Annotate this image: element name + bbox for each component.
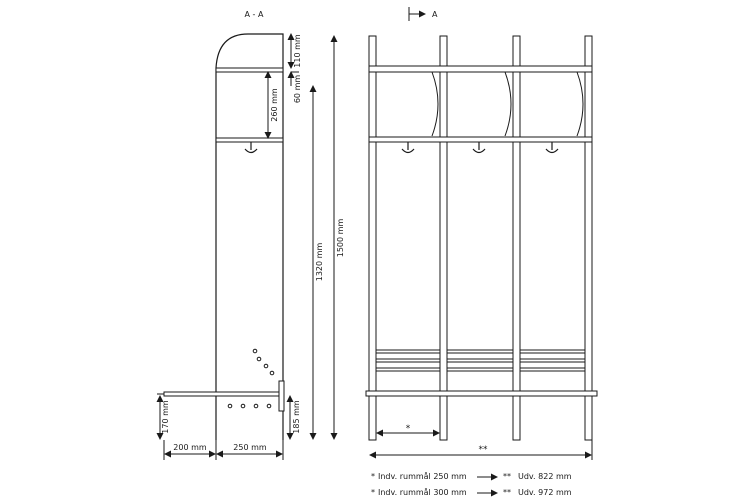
- dim-compartment-width-mark: *: [405, 424, 411, 434]
- bench-seat: [164, 392, 282, 396]
- compartment-2: [447, 72, 513, 137]
- dim-cabinet-depth: 250 mm: [233, 443, 267, 452]
- legend-star: *: [371, 472, 375, 481]
- legend-star: *: [371, 488, 375, 497]
- shoe-hook: [241, 404, 245, 408]
- dim-total-height: 1500 mm: [336, 218, 345, 258]
- dim-hook-height: 1320 mm: [315, 242, 324, 282]
- dim-top-height: 110 mm: [293, 34, 302, 68]
- dim-bottom-height: 185 mm: [292, 400, 301, 434]
- legend-inner-dimension: Indv. rummål 250 mm: [378, 472, 467, 481]
- peg-hole: [257, 357, 261, 361]
- shoe-hook: [254, 404, 258, 408]
- legend-double-star: **: [503, 488, 511, 497]
- upright-1: [369, 36, 376, 440]
- peg-hole: [264, 364, 268, 368]
- front-hat-shelf: [369, 137, 592, 142]
- legend-double-star: **: [503, 472, 511, 481]
- dim-total-width-mark: **: [478, 445, 488, 455]
- side-view: [157, 34, 345, 460]
- shoe-hook: [267, 404, 271, 408]
- upright-4: [585, 36, 592, 440]
- section-marker-label: A: [432, 10, 438, 19]
- dim-bench-depth: 200 mm: [173, 443, 207, 452]
- upright-2: [440, 36, 447, 440]
- section-label: A - A: [244, 10, 264, 19]
- peg-hole: [270, 371, 274, 375]
- front-top-shelf: [369, 66, 592, 72]
- peg-hole: [253, 349, 257, 353]
- legend-outer-dimension: Udv. 822 mm: [518, 472, 572, 481]
- dim-bench-height: 170 mm: [161, 400, 170, 434]
- shoe-hook: [228, 404, 232, 408]
- hook-icon: [473, 142, 485, 153]
- upright-3: [513, 36, 520, 440]
- legend-row-250: [371, 471, 572, 481]
- compartment-3: [520, 72, 585, 137]
- legend-outer-dimension: Udv. 972 mm: [518, 488, 572, 497]
- compartment-1: [376, 72, 440, 137]
- front-bench: [366, 391, 597, 396]
- legend: [371, 471, 572, 497]
- dim-compartment-height: 260 mm: [270, 88, 279, 122]
- hook-icon: [546, 142, 558, 153]
- hat-shelf: [216, 138, 283, 142]
- hook-icon: [402, 142, 414, 153]
- legend-inner-dimension: Indv. rummål 300 mm: [378, 488, 467, 497]
- shoe-rails: [376, 350, 585, 371]
- front-view: [366, 7, 597, 460]
- dim-shelf-thickness: 60 mm: [293, 74, 302, 104]
- legend-row-300: [371, 487, 572, 497]
- hook-icon: [245, 142, 257, 153]
- top-shelf: [216, 68, 283, 72]
- wall-bracket: [279, 381, 284, 411]
